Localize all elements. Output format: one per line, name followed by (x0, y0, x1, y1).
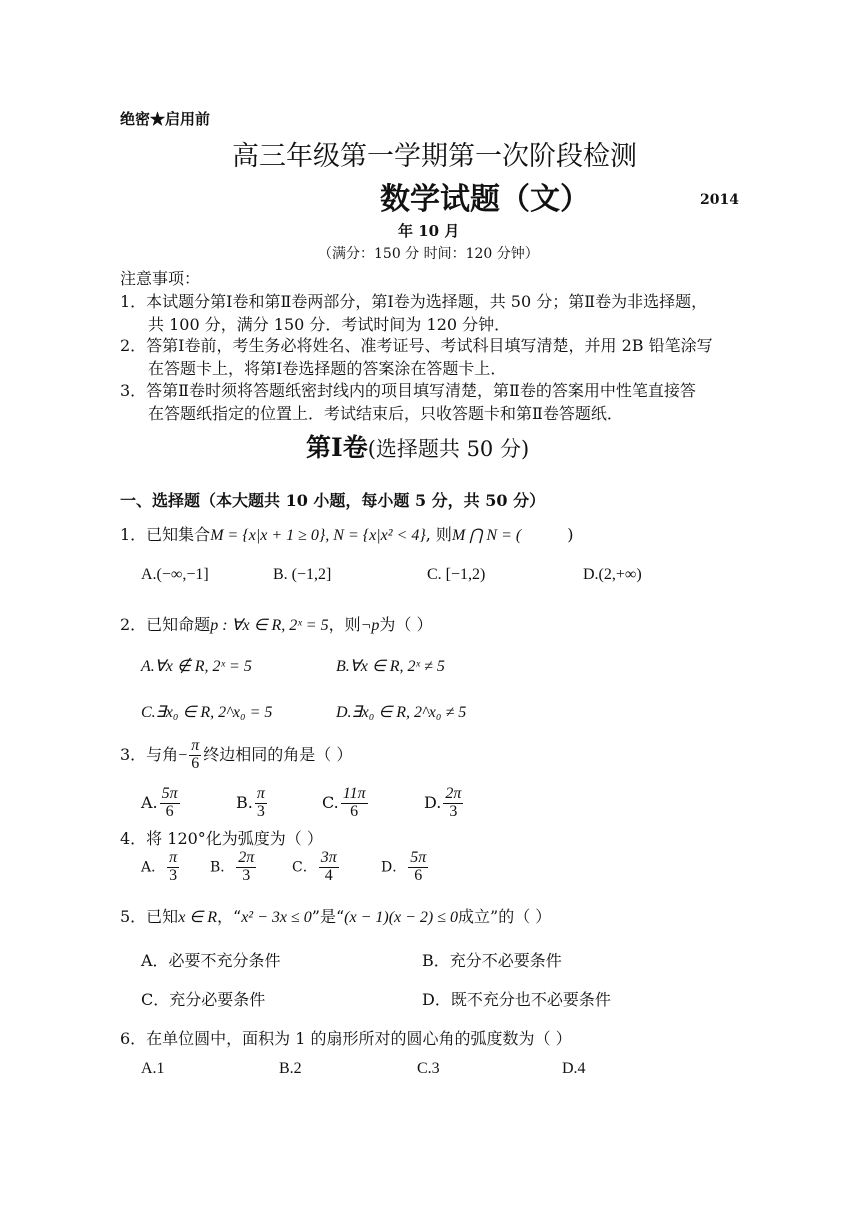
q3-option-c (322, 786, 370, 821)
q6-option-b: B.2 (279, 1060, 302, 1077)
confidential-label: 绝密★启用前 (120, 110, 211, 128)
q3-d-label: D. (424, 792, 442, 812)
q4-option-c (292, 850, 341, 885)
q2-option-c: C.∃x₀ ∈ R, 2^x₀ = 5 (141, 704, 273, 721)
q4-a-label: A． (141, 859, 166, 876)
q4-d-label: D． (381, 859, 407, 876)
q4-b-den: 3 (242, 866, 251, 884)
q5-stem-mid2: ”是“ (311, 907, 345, 926)
q6-option-a: A.1 (141, 1060, 165, 1077)
q4-option-d (381, 850, 430, 885)
q2-stem-pre: 2．已知命题 (120, 615, 211, 634)
q1-option-a: A.(−∞,−1] (141, 566, 209, 583)
note-3-line-1: 3．答第Ⅱ卷时须将答题纸密封线内的项目填写清楚，第Ⅱ卷的答案用中性笔直接答 (120, 381, 696, 400)
q6-option-d: D.4 (562, 1060, 586, 1077)
exam-title: 高三年级第一学期第一次阶段检测 (232, 141, 637, 172)
q5-option-a: A．必要不充分条件 (141, 951, 281, 970)
q3-b-label: B. (236, 792, 253, 812)
q1-stem-pre: 1．已知集合 (120, 525, 211, 544)
q3-option-d (424, 786, 465, 821)
q3-c-den: 6 (350, 802, 359, 820)
q3-stem-pre: 3．与角 (120, 744, 179, 764)
q2-option-a: A.∀x ∉ R, 2ˣ = 5 (141, 658, 252, 675)
note-2-line-2: 在答题卡上，将第Ⅰ卷选择题的答案涂在答题卡上． (148, 359, 507, 378)
question-4-stem: 4．将 120°化为弧度为（ ） (120, 829, 323, 848)
section-title (306, 428, 529, 464)
q5-option-d: D．既不充分也不必要条件 (422, 990, 611, 1009)
q1-option-c: C. [−1,2) (427, 566, 486, 583)
q4-d-den: 6 (414, 866, 423, 884)
q2-stem-end: 为（ ） (379, 615, 433, 634)
q3-option-b (236, 786, 269, 821)
q3-stem-den: 6 (191, 754, 200, 772)
q4-c-num: 3π (320, 849, 337, 866)
question-2-stem (120, 612, 433, 635)
q3-d-den: 3 (449, 802, 458, 820)
q3-stem-fraction (189, 738, 201, 773)
q4-option-b (210, 850, 258, 885)
section-title-main: 第Ⅰ卷 (306, 433, 368, 462)
q2-option-d: D.∃x₀ ∈ R, 2^x₀ ≠ 5 (336, 704, 467, 721)
exam-subtitle: 数学试题（文） (380, 182, 590, 217)
q4-b-label: B． (210, 859, 235, 876)
note-1-line-1: 1．本试题分第Ⅰ卷和第Ⅱ卷两部分，第Ⅰ卷为选择题，共 50 分；第Ⅱ卷为非选择题， (120, 292, 708, 311)
q1-stem-end: ) (567, 525, 574, 544)
q3-b-num: π (256, 785, 265, 802)
q3-d-num: 2π (445, 785, 462, 802)
q3-c-num: 11π (342, 785, 366, 802)
q3-stem-end: 终边相同的角是（ ） (203, 744, 353, 764)
q4-c-label: C． (292, 859, 317, 876)
q3-stem-sign: − (178, 746, 188, 764)
q3-a-den: 6 (165, 802, 174, 820)
q1-option-b: B. (−1,2] (273, 566, 332, 583)
note-2-line-1: 2．答第Ⅰ卷前，考生务必将姓名、准考证号、考试科目填写清楚，并用 2B 铅笔涂写 (120, 336, 713, 355)
q5-option-b: B．充分不必要条件 (422, 951, 562, 970)
q3-b-den: 3 (256, 802, 265, 820)
q5-stem-end: 成立”的（ ） (458, 907, 552, 926)
q5-stem-math3: (x − 1)(x − 2) ≤ 0 (344, 909, 459, 926)
q4-a-den: 3 (169, 866, 178, 884)
q4-c-den: 4 (324, 866, 333, 884)
exam-month: 年 10 月 (398, 222, 460, 240)
question-1-stem (120, 522, 573, 545)
q1-option-d: D.(2,+∞) (583, 566, 642, 583)
q1-stem-math: M = {x|x + 1 ≥ 0}, N = {x|x² < 4} (210, 527, 426, 544)
q3-a-label: A. (141, 792, 158, 812)
q3-c-label: C. (322, 792, 339, 812)
score-time-info: （满分：150 分 时间：120 分钟） (318, 246, 539, 262)
q5-stem-mid: ，“ (217, 907, 242, 926)
q2-option-b: B.∀x ∈ R, 2ˣ ≠ 5 (336, 658, 445, 675)
q4-option-a (141, 850, 181, 885)
q4-a-num: π (169, 849, 178, 866)
q4-d-num: 5π (410, 849, 427, 866)
q4-b-num: 2π (238, 849, 255, 866)
q5-option-c: C．充分必要条件 (141, 990, 266, 1009)
q3-stem-num: π (191, 737, 200, 754)
question-6-stem: 6．在单位圆中，面积为 1 的扇形所对的圆心角的弧度数为（ ） (120, 1029, 572, 1048)
question-5-stem (120, 904, 551, 927)
q1-stem-math2: M ⋂ N = ( (451, 527, 522, 544)
q2-stem-math2: ¬p (360, 617, 380, 634)
q5-stem-pre: 5．已知 (120, 907, 179, 926)
part-heading: 一、选择题（本大题共 10 小题，每小题 5 分，共 50 分） (120, 491, 546, 510)
q5-stem-math2: x² − 3x ≤ 0 (241, 909, 312, 926)
note-3-line-2: 在答题纸指定的位置上．考试结束后，只收答题卡和第Ⅱ卷答题纸． (148, 404, 623, 423)
note-1-line-2: 共 100 分，满分 150 分．考试时间为 120 分钟． (148, 315, 511, 334)
q2-stem-mid: ，则 (328, 615, 361, 634)
question-3-stem (120, 738, 352, 773)
notes-heading: 注意事项： (120, 269, 201, 288)
q2-stem-math: p : ∀x ∈ R, 2ˣ = 5 (210, 617, 329, 634)
q1-stem-mid: , 则 (425, 525, 452, 544)
q6-option-c: C.3 (417, 1060, 440, 1077)
exam-year: 2014 (700, 192, 739, 208)
q5-stem-math: x ∈ R (178, 909, 217, 926)
section-title-sub: (选择题共 50 分) (367, 437, 530, 461)
q3-a-num: 5π (161, 785, 178, 802)
q3-option-a (141, 786, 182, 821)
